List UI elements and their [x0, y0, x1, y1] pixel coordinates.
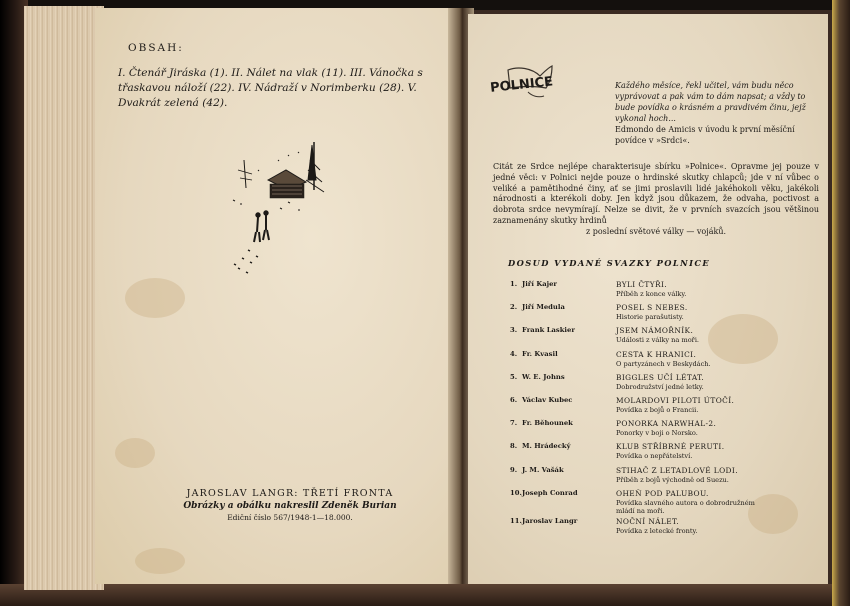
volume-number: 1.: [510, 280, 518, 288]
volume-row: [510, 373, 800, 396]
volume-author: J. M. Vašák: [522, 465, 564, 474]
volume-author: Václav Kubec: [522, 395, 573, 404]
volume-row: [510, 350, 800, 373]
imprint-edition: Ediční číslo 567/1948-1—18.000.: [227, 513, 353, 522]
polnice-logo: [488, 62, 558, 104]
volume-author: W. E. Johns: [522, 372, 565, 381]
volume-title: CESTA K HRANICI.: [616, 349, 697, 359]
volume-title: STIHAČ Z LETADLOVÉ LODI.: [616, 465, 738, 475]
volume-number: 8.: [510, 442, 518, 451]
volume-title: KLUB STŘÍBRNÉ PERUTI.: [616, 442, 725, 452]
volume-number: 7.: [510, 419, 518, 428]
volume-title: OHEŇ POD PALUBOU.: [616, 488, 709, 498]
cover-right-edge: [832, 0, 850, 606]
volume-row: [510, 442, 800, 465]
epigraph-quote: Každého měsíce, řekl učitel, vám budu něco vyprávovat a pak vám to dám napsat; a vždy to bude povídka o krásném a pravdivém činu, jejž vykonal hoch...: [615, 81, 806, 123]
volume-title: BYLI ČTYŘI.: [616, 280, 668, 289]
volume-author: Fr. Běhounek: [522, 419, 573, 428]
volume-number: 2.: [510, 303, 518, 312]
volume-row: [510, 489, 800, 517]
volume-subtitle: Příběh z konce války.: [616, 290, 687, 298]
volume-author: Jiří Medula: [522, 303, 565, 312]
volume-subtitle: Povídka o nepřátelství.: [616, 452, 693, 461]
volume-subtitle: Historie parašutisty.: [616, 313, 684, 322]
volume-title: POSEL S NEBES.: [616, 303, 688, 313]
series-description-text: Citát ze Srdce nejlépe charakterisuje sbírku »Polnice«. Opravme jej pouze v jedné věci: v Polnici nejde pouze o hrdinské skutky chlapců; jde v ní vůbec o veliké a pamětihodné činy, ať se jimi proslavili lidé jakéhokoli věku, jakékoli národnosti a kterékoli doby. Jen když jsou důkazem, že odvaha, poctivost a dobrota srdce nevymírají. Nelze se divit, že v prvních svazcích jsou většinou zaznamenány skutky hrdinů: [493, 162, 819, 225]
volume-title: PONORKA NARWHAL-2.: [616, 419, 717, 429]
volume-title: BIGGLES UČÍ LÉTAT.: [616, 372, 705, 382]
volume-row: [510, 326, 800, 349]
volume-number: 11.: [510, 516, 522, 525]
imprint-credit: Obrázky a obálku nakreslil Zdeněk Burian: [183, 501, 397, 511]
volume-subtitle: Příběh z bojů východně od Suezu.: [616, 475, 729, 484]
volume-subtitle: Události z války na moři.: [616, 336, 700, 345]
volume-author: Jiří Kajer: [522, 280, 558, 288]
page-stack: [24, 6, 104, 590]
volume-row: [510, 280, 800, 303]
volume-author: M. Hrádecký: [522, 442, 571, 451]
paper-stain: [125, 278, 185, 318]
volume-author: Jaroslav Langr: [522, 516, 578, 525]
paper-stain: [135, 548, 185, 574]
volume-number: 5.: [510, 372, 518, 381]
volume-subtitle: Ponorky v boji o Norsko.: [616, 429, 698, 438]
volume-row: [510, 303, 800, 326]
imprint-title: JAROSLAV LANGR: TŘETÍ FRONTA: [186, 488, 394, 499]
winter-cabin-sketch: [228, 140, 328, 280]
volume-subtitle: O partyzánech v Beskydách.: [616, 359, 711, 368]
volume-row: [510, 517, 800, 540]
volume-row: [510, 396, 800, 419]
volume-subtitle-cont: mládí na moři.: [616, 506, 665, 515]
volume-author: Joseph Conrad: [522, 488, 578, 497]
volume-row: [510, 466, 800, 489]
epigraph-attribution: Edmondo de Amicis v úvodu k první měsíční povídce v »Srdci«.: [615, 125, 795, 145]
volume-row: [510, 419, 800, 442]
volume-title: JSEM NÁMOŘNÍK.: [616, 326, 694, 336]
volume-subtitle: Dobrodružství jedné letky.: [616, 382, 704, 391]
volume-number: 9.: [510, 465, 518, 474]
volume-title: NOČNÍ NÁLET.: [616, 516, 680, 526]
volume-number: 3.: [510, 326, 518, 335]
paper-stain: [115, 438, 155, 468]
volume-number: 4.: [510, 349, 518, 358]
cover-bottom-edge: [0, 584, 850, 606]
series-description-last: z poslední světové války — vojáků.: [585, 226, 727, 236]
volume-number: 10.: [510, 488, 522, 497]
volume-title: MOLARDOVI PILOTI ÚTOČÍ.: [616, 395, 735, 405]
contents-text: I. Čtenář Jiráska (1). II. Nálet na vlak (11). III. Vánočka s třaskavou náloží (22). IV. Nádraží v Norimberku (28). V. Dvakrát zelená (42).: [118, 67, 423, 109]
series-description: [493, 162, 819, 238]
volumes-heading: DOSUD VYDANÉ SVAZKY POLNICE: [508, 258, 711, 268]
contents-label: OBSAH:: [128, 42, 184, 54]
volume-subtitle: Povídka z bojů o Francii.: [616, 405, 699, 414]
polnice-logo-text: POLNICE: [489, 74, 554, 96]
volume-subtitle: Povídka z letecké fronty.: [616, 526, 698, 535]
imprint: [170, 488, 410, 522]
volumes-list: [510, 280, 800, 540]
volume-number: 6.: [510, 395, 518, 404]
volume-author: Fr. Kvasil: [522, 349, 558, 358]
volume-subtitle: Povídka slavného autora o dobrodružném: [616, 498, 755, 507]
volume-author: Frank Laskier: [522, 326, 575, 335]
